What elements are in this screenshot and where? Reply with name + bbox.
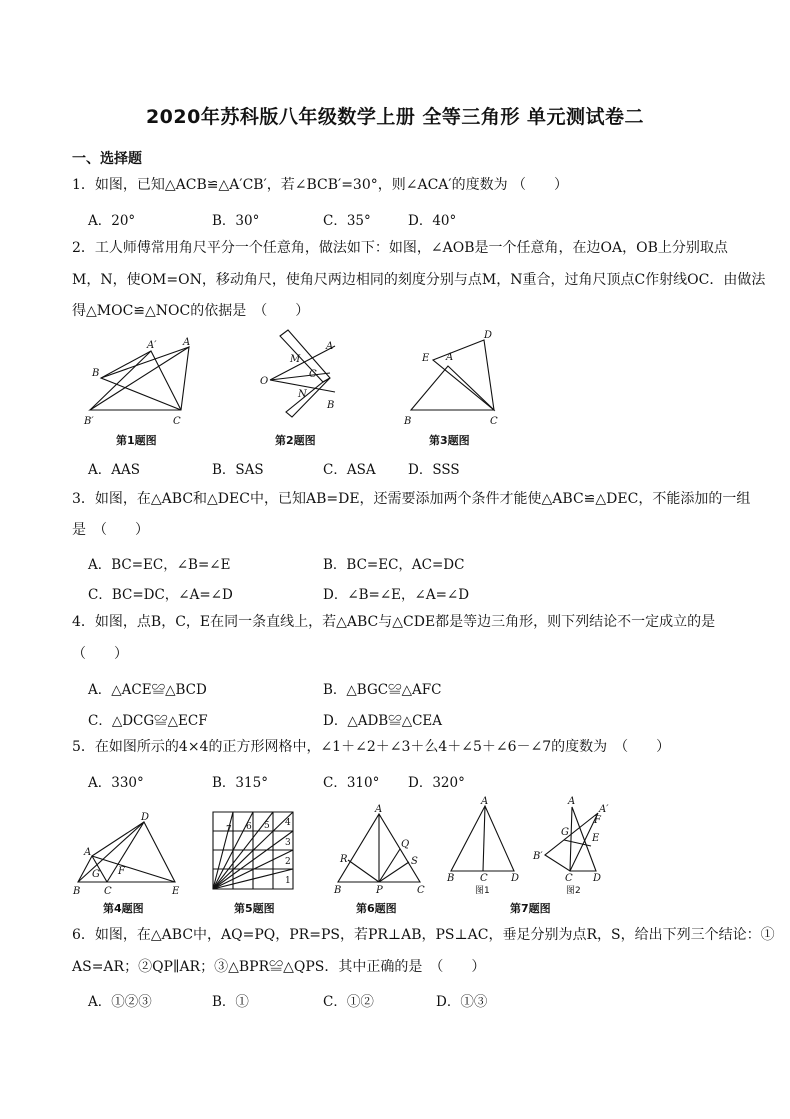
q4-line1: 4．如图，点B，C，E在同一条直线上，若△ABC与△CDE都是等边三角形，则下列结论不一定成立的是 (72, 614, 716, 630)
q1-stem: 1．如图，已知△ACB≌△A′CB′，若∠BCB′=30°，则∠ACA′的度数为 （ ） (72, 177, 569, 193)
fig2-label-m: M (290, 354, 301, 365)
q1-option-c: C．35° (323, 213, 371, 229)
fig6-label-b: B (334, 885, 342, 896)
fig3-label-b: B (404, 416, 412, 427)
figure-5-grid (213, 812, 293, 889)
fig5-label-1: 1 (285, 876, 291, 886)
caption-fig6: 第6题图 (356, 902, 397, 915)
triangle-acb (90, 347, 189, 410)
fig3-label-c: C (490, 416, 498, 427)
q4-option-d: D．△ADB≌△CEA (323, 713, 443, 729)
fig5-label-4: 4 (285, 818, 291, 828)
fig1-label-c: C (173, 416, 181, 427)
fig4-label-e: E (172, 886, 180, 897)
caption-fig7-part-1: 图1 (475, 886, 490, 896)
figure-1 (83, 337, 190, 427)
caption-fig7-part-2: 图2 (566, 886, 581, 896)
figure-2 (260, 330, 335, 417)
q2-line1: 2．工人师傅常用角尺平分一个任意角，做法如下：如图，∠AOB是一个任意角，在边OA，OB上分别取点 (72, 240, 728, 256)
fig3-label-a: A (446, 352, 454, 363)
fig4-label-a: A (84, 847, 92, 858)
triangle-dec (433, 340, 494, 410)
fig1-label-a-prime: A′ (147, 340, 157, 351)
figure-6 (333, 804, 425, 896)
fig2-label-o: O (260, 376, 269, 387)
fig7b-label-b-prime: B′ (533, 851, 543, 862)
q1-option-d: D．40° (408, 213, 457, 229)
q2-option-a: A．AAS (88, 462, 140, 478)
fig4-label-g: G (92, 869, 100, 880)
fig7a-label-a: A (481, 796, 489, 807)
fig7b-label-d: D (593, 873, 602, 884)
caption-fig5: 第5题图 (234, 902, 275, 915)
fig7a-label-d: D (511, 873, 520, 884)
q2-option-c: C．ASA (323, 462, 376, 478)
fig2-label-a: A (326, 341, 334, 352)
q6-option-d: D．①③ (436, 994, 488, 1010)
page-title: 2020年苏科版八年级数学上册 全等三角形 单元测试卷二 (145, 106, 645, 128)
q4-option-a: A．△ACE≌△BCD (88, 682, 207, 698)
figure-7-part-2 (532, 796, 609, 884)
fig3-label-e: E (422, 353, 430, 364)
q3-line2: 是 （ ） (72, 522, 149, 538)
fig4-label-b: B (73, 886, 81, 897)
q5-option-a: A．330° (88, 775, 144, 791)
q4-option-b: B．△BGC≌△AFC (323, 682, 442, 698)
caption-fig1: 第1题图 (116, 434, 157, 447)
q3-option-a: A．BC=EC，∠B=∠E (88, 557, 231, 573)
q6-option-b: B．① (212, 994, 249, 1010)
q4-option-c: C．△DCG≌△ECF (88, 713, 208, 729)
q5-option-c: C．310° (323, 775, 380, 791)
fig2-label-c: C (309, 369, 317, 380)
caption-fig7: 第7题图 (510, 902, 551, 915)
figure-3 (403, 330, 498, 427)
q1-option-b: B．30° (212, 213, 260, 229)
q6-option-a: A．①②③ (88, 994, 152, 1010)
q1-option-a: A．20° (88, 213, 136, 229)
fig6-label-r: R (340, 854, 348, 865)
fig7b-label-c: C (565, 873, 573, 884)
fig4-label-f: F (118, 866, 125, 877)
q5-stem: 5．在如图所示的4×4的正方形网格中，∠1＋∠2＋∠3＋么4＋∠5＋∠6－∠7的度数为 （ ） (72, 739, 671, 755)
caption-fig4: 第4题图 (103, 902, 144, 915)
q6-option-c: C．①② (323, 994, 374, 1010)
q2-option-d: D．SSS (408, 462, 460, 478)
fig2-label-n: N (298, 389, 307, 400)
caption-fig3: 第3题图 (429, 434, 470, 447)
fig6-label-c: C (417, 885, 425, 896)
figure-4 (72, 812, 180, 897)
q4-line2: （ ） (72, 646, 128, 662)
fig7b-label-a-prime: A′ (599, 804, 609, 815)
q2-option-b: B．SAS (212, 462, 264, 478)
fig7a-label-c: C (480, 873, 488, 884)
q3-option-b: B．BC=EC，AC=DC (323, 557, 465, 573)
fig6-label-p: P (376, 885, 383, 896)
fig2-label-b: B (327, 400, 335, 411)
q5-option-b: B．315° (212, 775, 268, 791)
fig5-label-7: 7 (226, 825, 232, 835)
fig7b-label-e: E (592, 833, 600, 844)
q6-line2: AS=AR；②QP∥AR；③△BPR≌△QPS．其中正确的是 （ ） (72, 959, 486, 975)
fig5-label-6: 6 (246, 822, 252, 832)
fig4-label-d: D (141, 812, 150, 823)
fig6-label-s: S (411, 856, 418, 867)
triangle-abc (411, 366, 494, 410)
fig5-label-3: 3 (285, 838, 291, 848)
q3-option-d: D．∠B=∠E，∠A=∠D (323, 587, 470, 603)
fig4-label-c: C (104, 886, 112, 897)
caption-fig2: 第2题图 (275, 434, 316, 447)
fig6-label-q: Q (401, 839, 410, 850)
fig5-label-2: 2 (285, 857, 291, 867)
fig3-label-d: D (484, 330, 493, 341)
q3-line1: 3．如图，在△ABC和△DEC中，已知AB=DE，还需要添加两个条件才能使△ABC≌△DEC，不能添加的一组 (72, 491, 751, 507)
fig5-label-5: 5 (264, 821, 270, 831)
fig1-label-a: A (183, 337, 191, 348)
fig1-label-b-prime: B′ (84, 416, 94, 427)
fig7b-label-f: F (594, 815, 601, 826)
figure-7-part-1 (446, 796, 519, 884)
fig1-label-b: B (92, 368, 100, 379)
q6-line1: 6．如图，在△ABC中，AQ=PQ，PR=PS，若PR⊥AB，PS⊥AC，垂足分别为点R，S，给出下列三个结论：① (72, 927, 775, 943)
q2-line2: M，N，使OM=ON，移动角尺，使角尺两边相同的刻度分别与点M，N重合，过角尺顶点C作射线OC．由做法 (72, 272, 766, 288)
fig6-label-a: A (375, 804, 383, 815)
section-heading: 一、选择题 (72, 151, 142, 167)
fig7b-label-g: G (561, 827, 569, 838)
q5-option-d: D．320° (408, 775, 465, 791)
fig7a-label-b: B (447, 873, 455, 884)
q2-line3: 得△MOC≌△NOC的依据是 （ ） (72, 303, 310, 319)
fig7b-label-a: A (568, 796, 576, 807)
triangle-abd (451, 806, 514, 871)
q3-option-c: C．BC=DC，∠A=∠D (88, 587, 233, 603)
